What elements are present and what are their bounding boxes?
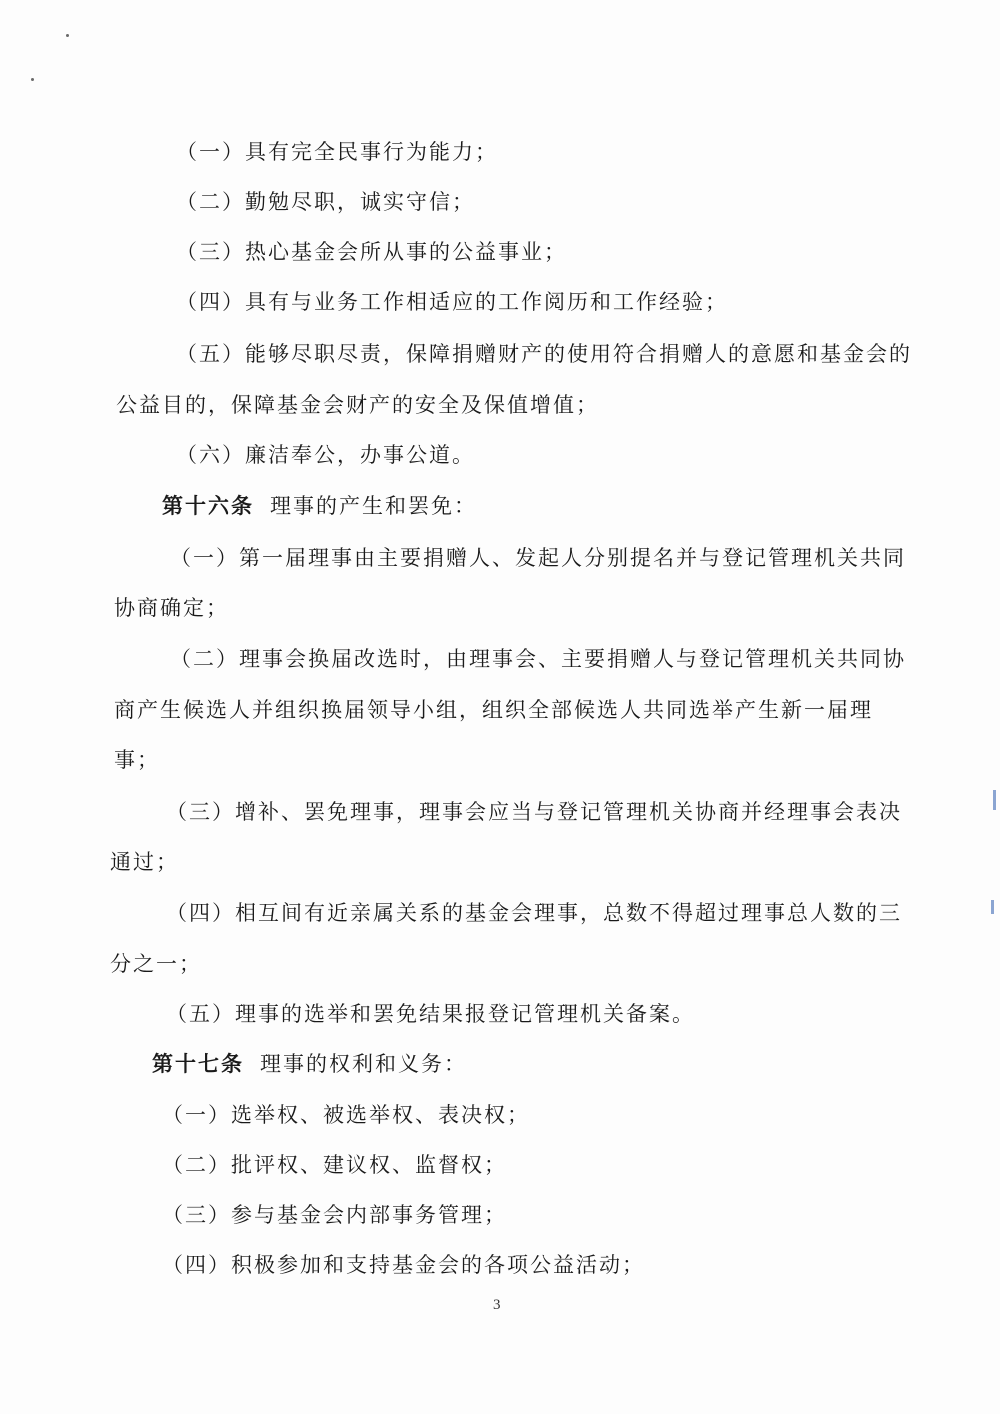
scan-edge-mark — [993, 790, 996, 810]
article-16-title: 理事的产生和罢免： — [270, 494, 477, 518]
text-line: 通过； — [110, 850, 179, 874]
scan-speck — [31, 78, 34, 81]
text-line: （四）积极参加和支持基金会的各项公益活动； — [162, 1253, 645, 1277]
scan-edge-mark — [991, 900, 994, 914]
article-17-heading — [152, 1050, 467, 1078]
page-number: 3 — [493, 1297, 501, 1313]
article-17-title: 理事的权利和义务： — [260, 1052, 467, 1076]
article-16-heading — [162, 492, 477, 520]
text-line: （三）热心基金会所从事的公益事业； — [176, 240, 567, 264]
text-line: 协商确定； — [114, 596, 229, 620]
text-line: 公益目的，保障基金会财产的安全及保值增值； — [116, 393, 599, 417]
text-line: （四）相互间有近亲属关系的基金会理事，总数不得超过理事总人数的三 — [166, 901, 902, 925]
text-line: （六）廉洁奉公，办事公道。 — [176, 443, 475, 467]
text-line: （五）能够尽职尽责，保障捐赠财产的使用符合捐赠人的意愿和基金会的 — [176, 342, 912, 366]
text-line: （四）具有与业务工作相适应的工作阅历和工作经验； — [176, 290, 728, 314]
text-line: 分之一； — [110, 952, 202, 976]
text-line: （一）选举权、被选举权、表决权； — [162, 1103, 530, 1127]
text-line: （五）理事的选举和罢免结果报登记管理机关备案。 — [166, 1002, 695, 1026]
article-16-label: 第十六条 — [162, 493, 254, 518]
text-line: （二）理事会换届改选时，由理事会、主要捐赠人与登记管理机关共同协 — [170, 647, 906, 671]
text-line: （一）第一届理事由主要捐赠人、发起人分别提名并与登记管理机关共同 — [170, 546, 906, 570]
text-line: （三）增补、罢免理事，理事会应当与登记管理机关协商并经理事会表决 — [166, 800, 902, 824]
article-17-label: 第十七条 — [152, 1051, 244, 1076]
text-line: （一）具有完全民事行为能力； — [176, 140, 498, 164]
scan-speck — [66, 34, 69, 37]
text-line: 事； — [114, 748, 160, 772]
text-line: 商产生候选人并组织换届领导小组，组织全部候选人共同选举产生新一届理 — [114, 698, 873, 722]
text-line: （三）参与基金会内部事务管理； — [162, 1203, 507, 1227]
text-line: （二）勤勉尽职，诚实守信； — [176, 190, 475, 214]
text-line: （二）批评权、建议权、监督权； — [162, 1153, 507, 1177]
